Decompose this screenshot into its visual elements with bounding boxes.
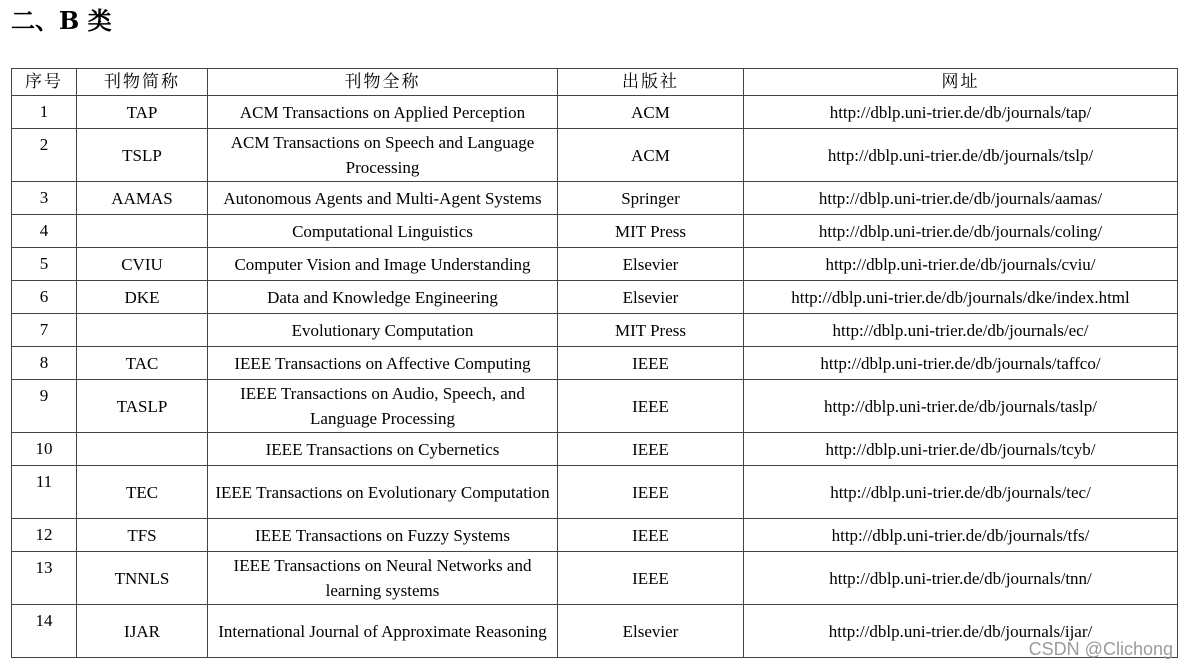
row-index: 10 <box>12 433 77 466</box>
table-header-row <box>12 69 1178 96</box>
journal-url[interactable]: http://dblp.uni-trier.de/db/journals/dke/index.html <box>744 281 1178 314</box>
journal-publisher: IEEE <box>558 347 744 380</box>
journal-publisher: IEEE <box>558 466 744 519</box>
journal-publisher: IEEE <box>558 380 744 433</box>
row-index: 13 <box>12 552 77 605</box>
journal-publisher: Springer <box>558 182 744 215</box>
journal-url[interactable]: http://dblp.uni-trier.de/db/journals/tfs/ <box>744 519 1178 552</box>
journal-full-name: International Journal of Approximate Reasoning <box>208 605 558 658</box>
row-index: 1 <box>12 96 77 129</box>
journal-full-name: Computer Vision and Image Understanding <box>208 248 558 281</box>
row-index: 4 <box>12 215 77 248</box>
table-row <box>12 347 1178 380</box>
journal-publisher: IEEE <box>558 433 744 466</box>
table-row <box>12 129 1178 182</box>
journal-url[interactable]: http://dblp.uni-trier.de/db/journals/ec/ <box>744 314 1178 347</box>
journal-table <box>11 68 1178 658</box>
watermark: CSDN @Clichong <box>1028 639 1173 659</box>
table-row <box>12 281 1178 314</box>
journal-url[interactable]: http://dblp.uni-trier.de/db/journals/tap/ <box>744 96 1178 129</box>
journal-publisher: MIT Press <box>558 314 744 347</box>
journal-full-name: ACM Transactions on Applied Perception <box>208 96 558 129</box>
journal-abbreviation: IJAR <box>77 605 208 658</box>
journal-publisher: ACM <box>558 129 744 182</box>
journal-abbreviation: TASLP <box>77 380 208 433</box>
journal-full-name: Computational Linguistics <box>208 215 558 248</box>
journal-url[interactable]: http://dblp.uni-trier.de/db/journals/ijar/ <box>744 605 1178 658</box>
table-row <box>12 314 1178 347</box>
table-row <box>12 380 1178 433</box>
journal-url[interactable]: http://dblp.uni-trier.de/db/journals/taffco/ <box>744 347 1178 380</box>
journal-url[interactable]: http://dblp.uni-trier.de/db/journals/cviu/ <box>744 248 1178 281</box>
journal-url[interactable]: http://dblp.uni-trier.de/db/journals/tcyb/ <box>744 433 1178 466</box>
journal-abbreviation: AAMAS <box>77 182 208 215</box>
row-index: 6 <box>12 281 77 314</box>
journal-full-name: IEEE Transactions on Affective Computing <box>208 347 558 380</box>
journal-abbreviation: TAC <box>77 347 208 380</box>
row-index: 14 <box>12 605 77 658</box>
journal-abbreviation: DKE <box>77 281 208 314</box>
table-row <box>12 605 1178 658</box>
journal-full-name: Data and Knowledge Engineering <box>208 281 558 314</box>
journal-url[interactable]: http://dblp.uni-trier.de/db/journals/aamas/ <box>744 182 1178 215</box>
journal-abbreviation: TNNLS <box>77 552 208 605</box>
row-index: 2 <box>12 129 77 182</box>
journal-url[interactable]: http://dblp.uni-trier.de/db/journals/tslp/ <box>744 129 1178 182</box>
table-row <box>12 552 1178 605</box>
row-index: 12 <box>12 519 77 552</box>
journal-publisher: Elsevier <box>558 281 744 314</box>
journal-full-name: IEEE Transactions on Audio, Speech, and Language Processing <box>208 380 558 433</box>
journal-abbreviation: CVIU <box>77 248 208 281</box>
journal-url[interactable]: http://dblp.uni-trier.de/db/journals/tec/ <box>744 466 1178 519</box>
journal-url[interactable]: http://dblp.uni-trier.de/db/journals/coling/ <box>744 215 1178 248</box>
journal-full-name: IEEE Transactions on Neural Networks and learning systems <box>208 552 558 605</box>
journal-url[interactable]: http://dblp.uni-trier.de/db/journals/taslp/ <box>744 380 1178 433</box>
table-row <box>12 96 1178 129</box>
row-index: 11 <box>12 466 77 519</box>
journal-full-name: IEEE Transactions on Fuzzy Systems <box>208 519 558 552</box>
table-row <box>12 182 1178 215</box>
journal-abbreviation: TAP <box>77 96 208 129</box>
journal-full-name: Autonomous Agents and Multi-Agent Systems <box>208 182 558 215</box>
journal-publisher: MIT Press <box>558 215 744 248</box>
row-index: 5 <box>12 248 77 281</box>
header-url: 网址 <box>744 69 1178 96</box>
table-row <box>12 248 1178 281</box>
journal-abbreviation <box>77 314 208 347</box>
table-row <box>12 215 1178 248</box>
header-index: 序号 <box>12 69 77 96</box>
journal-abbreviation <box>77 215 208 248</box>
journal-full-name: Evolutionary Computation <box>208 314 558 347</box>
journal-full-name: ACM Transactions on Speech and Language Processing <box>208 129 558 182</box>
journal-url[interactable]: http://dblp.uni-trier.de/db/journals/tnn/ <box>744 552 1178 605</box>
header-full-name: 刊物全称 <box>208 69 558 96</box>
journal-abbreviation <box>77 433 208 466</box>
header-publisher: 出版社 <box>558 69 744 96</box>
row-index: 8 <box>12 347 77 380</box>
journal-abbreviation: TFS <box>77 519 208 552</box>
row-index: 3 <box>12 182 77 215</box>
journal-publisher: Elsevier <box>558 605 744 658</box>
journal-publisher: Elsevier <box>558 248 744 281</box>
row-index: 7 <box>12 314 77 347</box>
journal-abbreviation: TSLP <box>77 129 208 182</box>
table-row <box>12 466 1178 519</box>
table-row <box>12 519 1178 552</box>
journal-full-name: IEEE Transactions on Cybernetics <box>208 433 558 466</box>
journal-publisher: ACM <box>558 96 744 129</box>
header-abbreviation: 刊物简称 <box>77 69 208 96</box>
journal-publisher: IEEE <box>558 519 744 552</box>
table-row <box>12 433 1178 466</box>
journal-abbreviation: TEC <box>77 466 208 519</box>
journal-full-name: IEEE Transactions on Evolutionary Computation <box>208 466 558 519</box>
row-index: 9 <box>12 380 77 433</box>
journal-publisher: IEEE <box>558 552 744 605</box>
page-title: 二、B 类 <box>11 6 112 35</box>
